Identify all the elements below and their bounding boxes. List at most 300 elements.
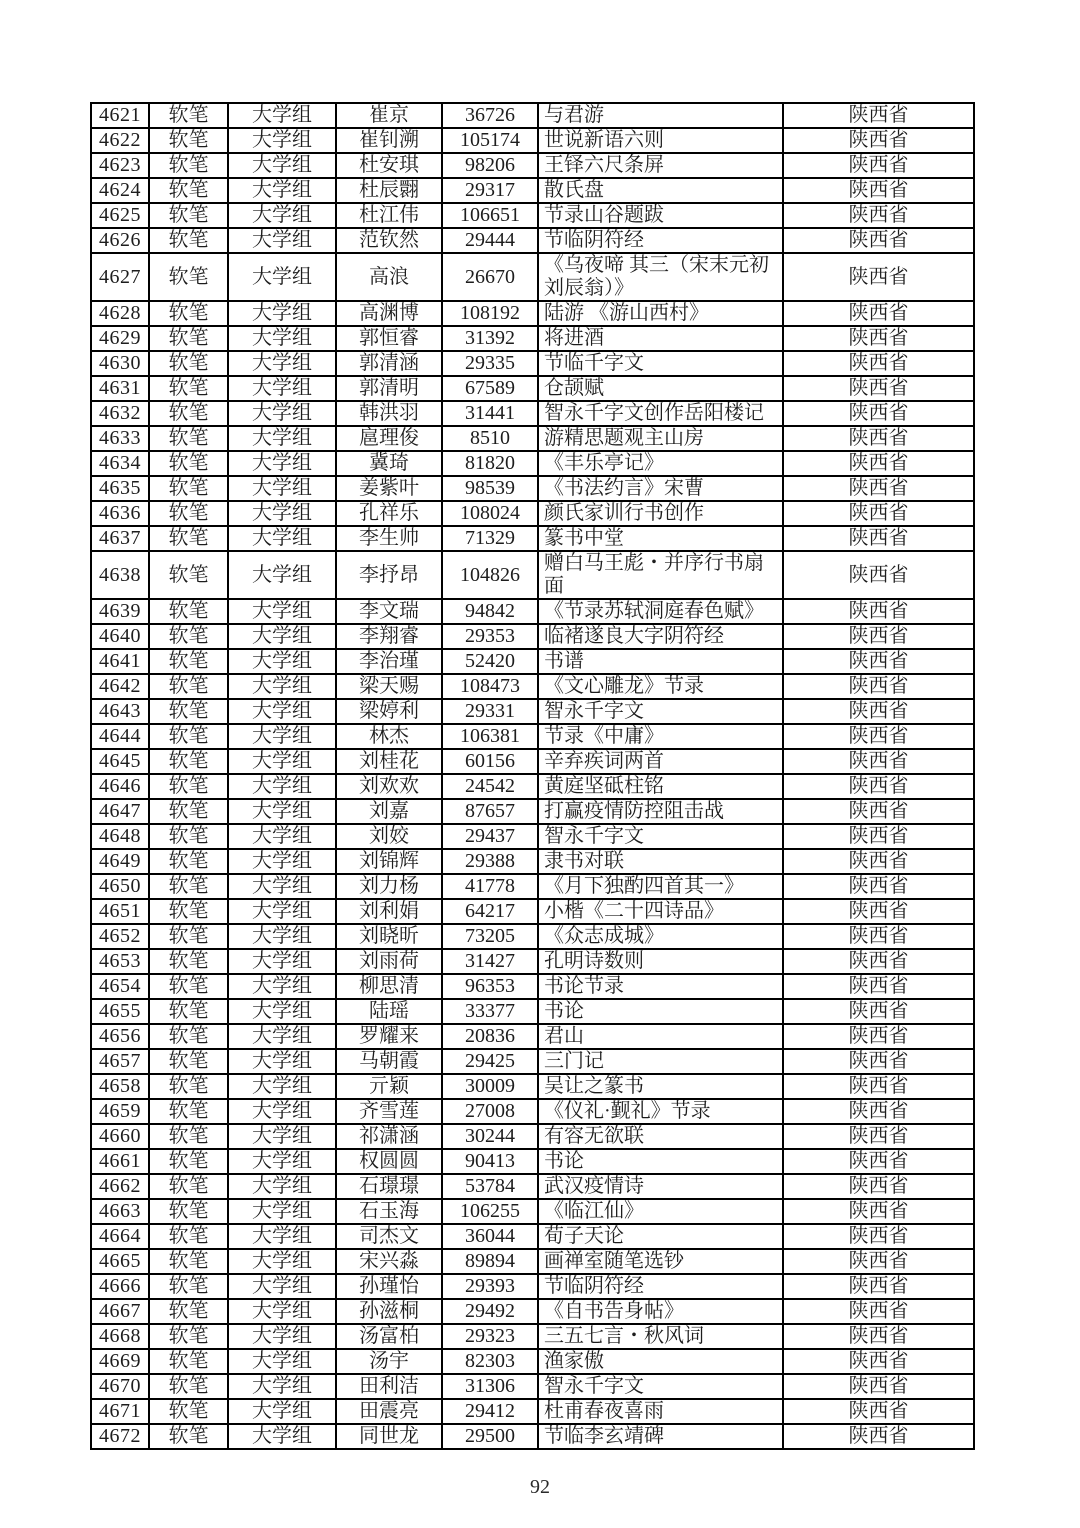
entry-no-cell: 4645	[91, 749, 149, 774]
category-cell: 软笔	[149, 376, 228, 401]
name-cell: 汤富柏	[336, 1324, 442, 1349]
participant-id-cell: 20836	[442, 1024, 538, 1049]
category-cell: 软笔	[149, 1174, 228, 1199]
province-cell: 陕西省	[783, 551, 974, 599]
province-cell: 陕西省	[783, 724, 974, 749]
work-title-cell: 三门记	[538, 1049, 783, 1074]
entry-no-cell: 4630	[91, 351, 149, 376]
participant-id-cell: 29437	[442, 824, 538, 849]
province-cell: 陕西省	[783, 1099, 974, 1124]
table-row	[91, 974, 974, 999]
entry-no-cell: 4659	[91, 1099, 149, 1124]
name-cell: 杜辰翾	[336, 178, 442, 203]
province-cell: 陕西省	[783, 501, 974, 526]
name-cell: 孙瑾怡	[336, 1274, 442, 1299]
table-row	[91, 699, 974, 724]
work-title-cell: 吴让之篆书	[538, 1074, 783, 1099]
participant-id-cell: 108473	[442, 674, 538, 699]
table-row	[91, 178, 974, 203]
work-title-cell: 书论节录	[538, 974, 783, 999]
entry-no-cell: 4638	[91, 551, 149, 599]
group-cell: 大学组	[228, 1199, 336, 1224]
participant-id-cell: 60156	[442, 749, 538, 774]
group-cell: 大学组	[228, 426, 336, 451]
entry-no-cell: 4650	[91, 874, 149, 899]
work-title-cell: 将进酒	[538, 326, 783, 351]
entry-no-cell: 4624	[91, 178, 149, 203]
province-cell: 陕西省	[783, 526, 974, 551]
entry-no-cell: 4657	[91, 1049, 149, 1074]
category-cell: 软笔	[149, 674, 228, 699]
province-cell: 陕西省	[783, 674, 974, 699]
participant-id-cell: 106651	[442, 203, 538, 228]
table-row	[91, 301, 974, 326]
category-cell: 软笔	[149, 1249, 228, 1274]
table-row	[91, 1024, 974, 1049]
work-title-cell: 临褚遂良大字阴符经	[538, 624, 783, 649]
group-cell: 大学组	[228, 724, 336, 749]
entry-no-cell: 4656	[91, 1024, 149, 1049]
name-cell: 石玉海	[336, 1199, 442, 1224]
participant-id-cell: 36726	[442, 103, 538, 128]
province-cell: 陕西省	[783, 1049, 974, 1074]
entry-no-cell: 4654	[91, 974, 149, 999]
province-cell: 陕西省	[783, 451, 974, 476]
name-cell: 刘嘉	[336, 799, 442, 824]
entry-no-cell: 4667	[91, 1299, 149, 1324]
group-cell: 大学组	[228, 253, 336, 301]
province-cell: 陕西省	[783, 203, 974, 228]
group-cell: 大学组	[228, 649, 336, 674]
entry-no-cell: 4660	[91, 1124, 149, 1149]
participant-id-cell: 108024	[442, 501, 538, 526]
entry-no-cell: 4643	[91, 699, 149, 724]
name-cell: 柳思清	[336, 974, 442, 999]
name-cell: 孙滋桐	[336, 1299, 442, 1324]
province-cell: 陕西省	[783, 699, 974, 724]
entry-no-cell: 4665	[91, 1249, 149, 1274]
group-cell: 大学组	[228, 326, 336, 351]
province-cell: 陕西省	[783, 103, 974, 128]
table-row	[91, 426, 974, 451]
participant-id-cell: 89894	[442, 1249, 538, 1274]
name-cell: 李文瑞	[336, 599, 442, 624]
name-cell: 韩洪羽	[336, 401, 442, 426]
table-row	[91, 451, 974, 476]
name-cell: 田震亮	[336, 1399, 442, 1424]
work-title-cell: 渔家傲	[538, 1349, 783, 1374]
category-cell: 软笔	[149, 1074, 228, 1099]
table-row	[91, 1374, 974, 1399]
work-title-cell: 散氏盘	[538, 178, 783, 203]
table-row	[91, 1124, 974, 1149]
province-cell: 陕西省	[783, 178, 974, 203]
participant-id-cell: 29393	[442, 1274, 538, 1299]
table-row	[91, 924, 974, 949]
work-title-cell: 三五七言・秋风词	[538, 1324, 783, 1349]
table-row	[91, 1099, 974, 1124]
participant-id-cell: 33377	[442, 999, 538, 1024]
province-cell: 陕西省	[783, 824, 974, 849]
group-cell: 大学组	[228, 476, 336, 501]
group-cell: 大学组	[228, 203, 336, 228]
table-row	[91, 899, 974, 924]
category-cell: 软笔	[149, 551, 228, 599]
table-row	[91, 1399, 974, 1424]
work-title-cell: 《仪礼·觐礼》节录	[538, 1099, 783, 1124]
table-row	[91, 724, 974, 749]
category-cell: 软笔	[149, 526, 228, 551]
work-title-cell: 荀子天论	[538, 1224, 783, 1249]
work-title-cell: 孔明诗数则	[538, 949, 783, 974]
participant-id-cell: 41778	[442, 874, 538, 899]
work-title-cell: 陆游 《游山西村》	[538, 301, 783, 326]
entry-no-cell: 4662	[91, 1174, 149, 1199]
entry-no-cell: 4644	[91, 724, 149, 749]
province-cell: 陕西省	[783, 1024, 974, 1049]
participant-id-cell: 29388	[442, 849, 538, 874]
entry-no-cell: 4648	[91, 824, 149, 849]
province-cell: 陕西省	[783, 999, 974, 1024]
entry-no-cell: 4640	[91, 624, 149, 649]
province-cell: 陕西省	[783, 1299, 974, 1324]
table-row	[91, 103, 974, 128]
work-title-cell: 《临江仙》	[538, 1199, 783, 1224]
category-cell: 软笔	[149, 1024, 228, 1049]
group-cell: 大学组	[228, 1149, 336, 1174]
province-cell: 陕西省	[783, 153, 974, 178]
name-cell: 梁天赐	[336, 674, 442, 699]
participant-id-cell: 31427	[442, 949, 538, 974]
name-cell: 崔京	[336, 103, 442, 128]
work-title-cell: 小楷《二十四诗品》	[538, 899, 783, 924]
name-cell: 刘欢欢	[336, 774, 442, 799]
table-row	[91, 799, 974, 824]
name-cell: 刘姣	[336, 824, 442, 849]
entry-no-cell: 4647	[91, 799, 149, 824]
province-cell: 陕西省	[783, 649, 974, 674]
name-cell: 田利洁	[336, 1374, 442, 1399]
table-row	[91, 774, 974, 799]
name-cell: 梁婷利	[336, 699, 442, 724]
work-title-cell: 节临阴符经	[538, 1274, 783, 1299]
name-cell: 汤宇	[336, 1349, 442, 1374]
province-cell: 陕西省	[783, 426, 974, 451]
province-cell: 陕西省	[783, 1324, 974, 1349]
category-cell: 软笔	[149, 1424, 228, 1449]
category-cell: 软笔	[149, 999, 228, 1024]
entry-no-cell: 4637	[91, 526, 149, 551]
province-cell: 陕西省	[783, 849, 974, 874]
table-row	[91, 599, 974, 624]
group-cell: 大学组	[228, 551, 336, 599]
province-cell: 陕西省	[783, 401, 974, 426]
participant-id-cell: 29331	[442, 699, 538, 724]
name-cell: 崔钊溯	[336, 128, 442, 153]
entry-no-cell: 4655	[91, 999, 149, 1024]
participant-id-cell: 106381	[442, 724, 538, 749]
participant-id-cell: 30009	[442, 1074, 538, 1099]
province-cell: 陕西省	[783, 128, 974, 153]
participant-id-cell: 106255	[442, 1199, 538, 1224]
work-title-cell: 世说新语六则	[538, 128, 783, 153]
province-cell: 陕西省	[783, 874, 974, 899]
province-cell: 陕西省	[783, 949, 974, 974]
table-row	[91, 326, 974, 351]
province-cell: 陕西省	[783, 1424, 974, 1449]
work-title-cell: 隶书对联	[538, 849, 783, 874]
name-cell: 冀琦	[336, 451, 442, 476]
group-cell: 大学组	[228, 1374, 336, 1399]
category-cell: 软笔	[149, 749, 228, 774]
category-cell: 软笔	[149, 699, 228, 724]
group-cell: 大学组	[228, 1099, 336, 1124]
name-cell: 亓颖	[336, 1074, 442, 1099]
category-cell: 软笔	[149, 426, 228, 451]
work-title-cell: 书论	[538, 1149, 783, 1174]
entry-no-cell: 4663	[91, 1199, 149, 1224]
table-row	[91, 999, 974, 1024]
name-cell: 孔祥乐	[336, 501, 442, 526]
entry-no-cell: 4635	[91, 476, 149, 501]
table-row	[91, 1174, 974, 1199]
participant-id-cell: 105174	[442, 128, 538, 153]
group-cell: 大学组	[228, 153, 336, 178]
name-cell: 范钦然	[336, 228, 442, 253]
participant-id-cell: 67589	[442, 376, 538, 401]
entry-no-cell: 4668	[91, 1324, 149, 1349]
participant-id-cell: 30244	[442, 1124, 538, 1149]
name-cell: 扈理俊	[336, 426, 442, 451]
category-cell: 软笔	[149, 624, 228, 649]
table-row	[91, 1249, 974, 1274]
name-cell: 林杰	[336, 724, 442, 749]
category-cell: 软笔	[149, 451, 228, 476]
name-cell: 宋兴淼	[336, 1249, 442, 1274]
work-title-cell: 书论	[538, 999, 783, 1024]
work-title-cell: 君山	[538, 1024, 783, 1049]
entries-table-body	[91, 103, 974, 1449]
category-cell: 软笔	[149, 1099, 228, 1124]
entry-no-cell: 4621	[91, 103, 149, 128]
participant-id-cell: 27008	[442, 1099, 538, 1124]
category-cell: 软笔	[149, 1049, 228, 1074]
name-cell: 李翔睿	[336, 624, 442, 649]
participant-id-cell: 29425	[442, 1049, 538, 1074]
category-cell: 软笔	[149, 401, 228, 426]
work-title-cell: 有容无欲联	[538, 1124, 783, 1149]
group-cell: 大学组	[228, 949, 336, 974]
table-row	[91, 1274, 974, 1299]
work-title-cell: 仓颉赋	[538, 376, 783, 401]
province-cell: 陕西省	[783, 799, 974, 824]
name-cell: 李生帅	[336, 526, 442, 551]
table-row	[91, 401, 974, 426]
category-cell: 软笔	[149, 799, 228, 824]
category-cell: 软笔	[149, 774, 228, 799]
category-cell: 软笔	[149, 476, 228, 501]
province-cell: 陕西省	[783, 1349, 974, 1374]
table-row	[91, 649, 974, 674]
entry-no-cell: 4628	[91, 301, 149, 326]
work-title-cell: 节临阴符经	[538, 228, 783, 253]
table-row	[91, 824, 974, 849]
name-cell: 刘桂花	[336, 749, 442, 774]
province-cell: 陕西省	[783, 924, 974, 949]
participant-id-cell: 71329	[442, 526, 538, 551]
entry-no-cell: 4629	[91, 326, 149, 351]
participant-id-cell: 29444	[442, 228, 538, 253]
category-cell: 软笔	[149, 1124, 228, 1149]
participant-id-cell: 31441	[442, 401, 538, 426]
group-cell: 大学组	[228, 824, 336, 849]
entry-no-cell: 4646	[91, 774, 149, 799]
province-cell: 陕西省	[783, 1224, 974, 1249]
participant-id-cell: 87657	[442, 799, 538, 824]
province-cell: 陕西省	[783, 1199, 974, 1224]
table-row	[91, 874, 974, 899]
category-cell: 软笔	[149, 1399, 228, 1424]
work-title-cell: 武汉疫情诗	[538, 1174, 783, 1199]
group-cell: 大学组	[228, 1074, 336, 1099]
category-cell: 软笔	[149, 949, 228, 974]
group-cell: 大学组	[228, 1424, 336, 1449]
group-cell: 大学组	[228, 1024, 336, 1049]
category-cell: 软笔	[149, 228, 228, 253]
table-row	[91, 1324, 974, 1349]
entry-no-cell: 4658	[91, 1074, 149, 1099]
group-cell: 大学组	[228, 1249, 336, 1274]
name-cell: 姜紫叶	[336, 476, 442, 501]
category-cell: 软笔	[149, 599, 228, 624]
entry-no-cell: 4632	[91, 401, 149, 426]
page-number: 92	[530, 1476, 550, 1498]
province-cell: 陕西省	[783, 974, 974, 999]
participant-id-cell: 24542	[442, 774, 538, 799]
category-cell: 软笔	[149, 899, 228, 924]
table-row	[91, 526, 974, 551]
work-title-cell: 颜氏家训行书创作	[538, 501, 783, 526]
work-title-cell: 《乌夜啼 其三（宋末元初刘辰翁）》	[538, 253, 783, 301]
work-title-cell: 《丰乐亭记》	[538, 451, 783, 476]
work-title-cell: 智永千字文	[538, 1374, 783, 1399]
name-cell: 杜安琪	[336, 153, 442, 178]
work-title-cell: 节录山谷题跋	[538, 203, 783, 228]
category-cell: 软笔	[149, 974, 228, 999]
name-cell: 司杰文	[336, 1224, 442, 1249]
work-title-cell: 与君游	[538, 103, 783, 128]
province-cell: 陕西省	[783, 1124, 974, 1149]
name-cell: 李治瑾	[336, 649, 442, 674]
group-cell: 大学组	[228, 749, 336, 774]
participant-id-cell: 98206	[442, 153, 538, 178]
group-cell: 大学组	[228, 1349, 336, 1374]
work-title-cell: 《书法约言》宋曹	[538, 476, 783, 501]
entry-no-cell: 4651	[91, 899, 149, 924]
table-row	[91, 1049, 974, 1074]
table-row	[91, 253, 974, 301]
group-cell: 大学组	[228, 699, 336, 724]
name-cell: 郭清涵	[336, 351, 442, 376]
category-cell: 软笔	[149, 824, 228, 849]
entry-no-cell: 4639	[91, 599, 149, 624]
category-cell: 软笔	[149, 1274, 228, 1299]
name-cell: 刘力杨	[336, 874, 442, 899]
work-title-cell: 书谱	[538, 649, 783, 674]
name-cell: 刘雨荷	[336, 949, 442, 974]
category-cell: 软笔	[149, 1199, 228, 1224]
group-cell: 大学组	[228, 1274, 336, 1299]
table-row	[91, 351, 974, 376]
work-title-cell: 智永千字文创作岳阳楼记	[538, 401, 783, 426]
participant-id-cell: 52420	[442, 649, 538, 674]
work-title-cell: 画禅室随笔选钞	[538, 1249, 783, 1274]
participant-id-cell: 29323	[442, 1324, 538, 1349]
province-cell: 陕西省	[783, 476, 974, 501]
group-cell: 大学组	[228, 1174, 336, 1199]
province-cell: 陕西省	[783, 774, 974, 799]
name-cell: 刘利娟	[336, 899, 442, 924]
participant-id-cell: 82303	[442, 1349, 538, 1374]
name-cell: 刘晓昕	[336, 924, 442, 949]
category-cell: 软笔	[149, 103, 228, 128]
participant-id-cell: 26670	[442, 253, 538, 301]
work-title-cell: 节临李玄靖碑	[538, 1424, 783, 1449]
work-title-cell: 《众志成城》	[538, 924, 783, 949]
work-title-cell: 《节录苏轼洞庭春色赋》	[538, 599, 783, 624]
entries-table	[90, 102, 975, 1450]
work-title-cell: 智永千字文	[538, 824, 783, 849]
entry-no-cell: 4623	[91, 153, 149, 178]
participant-id-cell: 29500	[442, 1424, 538, 1449]
entry-no-cell: 4649	[91, 849, 149, 874]
entry-no-cell: 4669	[91, 1349, 149, 1374]
category-cell: 软笔	[149, 874, 228, 899]
province-cell: 陕西省	[783, 326, 974, 351]
category-cell: 软笔	[149, 1324, 228, 1349]
group-cell: 大学组	[228, 1124, 336, 1149]
group-cell: 大学组	[228, 128, 336, 153]
province-cell: 陕西省	[783, 1399, 974, 1424]
work-title-cell: 辛弃疾词两首	[538, 749, 783, 774]
group-cell: 大学组	[228, 1224, 336, 1249]
table-row	[91, 749, 974, 774]
participant-id-cell: 29492	[442, 1299, 538, 1324]
name-cell: 郭清明	[336, 376, 442, 401]
category-cell: 软笔	[149, 203, 228, 228]
group-cell: 大学组	[228, 924, 336, 949]
table-row	[91, 1424, 974, 1449]
table-row	[91, 949, 974, 974]
table-row	[91, 128, 974, 153]
work-title-cell: 节临千字文	[538, 351, 783, 376]
table-row	[91, 153, 974, 178]
entry-no-cell: 4636	[91, 501, 149, 526]
category-cell: 软笔	[149, 1374, 228, 1399]
document-page	[0, 102, 1080, 1528]
work-title-cell: 《月下独酌四首其一》	[538, 874, 783, 899]
province-cell: 陕西省	[783, 253, 974, 301]
group-cell: 大学组	[228, 1049, 336, 1074]
entry-no-cell: 4625	[91, 203, 149, 228]
work-title-cell: 智永千字文	[538, 699, 783, 724]
entry-no-cell: 4642	[91, 674, 149, 699]
participant-id-cell: 104826	[442, 551, 538, 599]
entry-no-cell: 4670	[91, 1374, 149, 1399]
entry-no-cell: 4652	[91, 924, 149, 949]
entry-no-cell: 4627	[91, 253, 149, 301]
participant-id-cell: 81820	[442, 451, 538, 476]
